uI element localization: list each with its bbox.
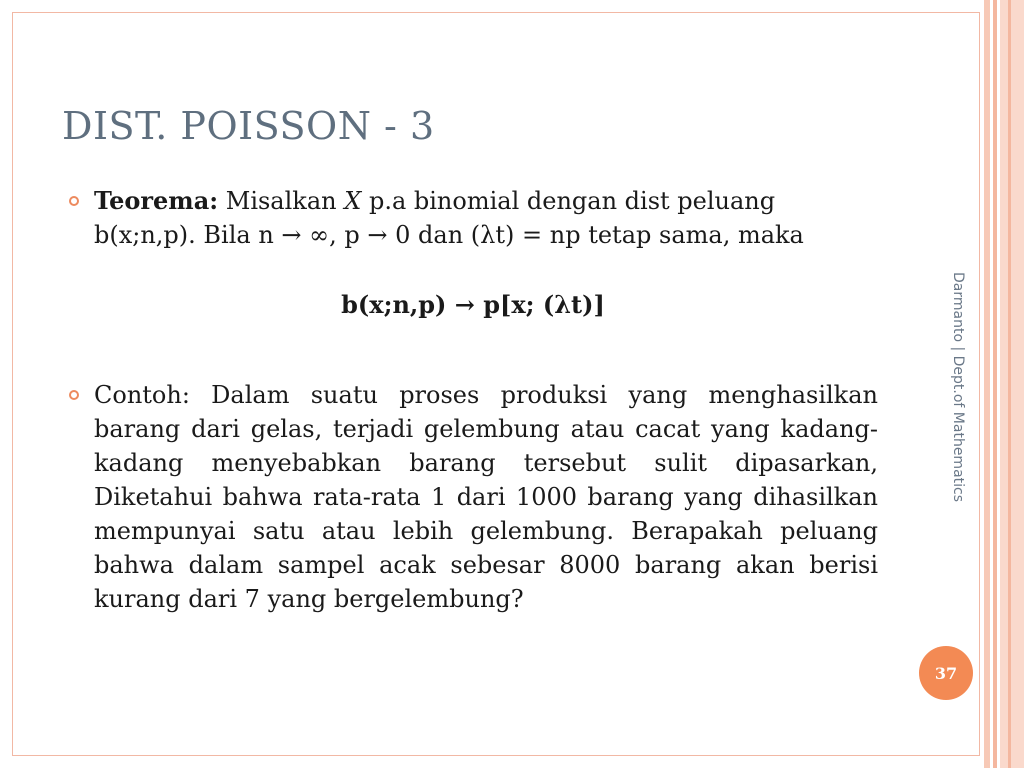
page-number-badge: 37 [919,646,973,700]
bullet-ring-icon [68,184,94,218]
bullet-ring-icon [68,378,94,412]
bullet-theorem [68,184,878,252]
theorem-text-b: p.a binomial dengan dist peluang b(x;n,p). Bila n → ∞, p → 0 dan (λt) = np tetap sama, maka [94,187,804,249]
bullet-theorem-text [94,184,878,252]
theorem-text-a: Misalkan [218,187,345,215]
bullet-example-text: Contoh: Dalam suatu proses produksi yang menghasilkan barang dari gelas, terjadi gelembung atau cacat yang kadang-kadang menyebabkan barang tersebut sulit dipasarkan, Diketahui bahwa rata-rata 1 dari 1000 barang yang dihasilkan mempunyai satu atau lebih gelembung. Berapakah peluang bahwa dalam sampel acak sebesar 8000 barang akan berisi kurang dari 7 yang bergelembung? [94,381,878,613]
slide-title: DIST. POISSON - 3 [62,104,435,148]
decor-stripe [1000,0,1024,768]
formula: b(x;n,p) → p[x; (λt)] [341,290,605,319]
theorem-variable: X [344,187,362,215]
decor-stripe [993,0,997,768]
slide-content [68,184,878,616]
bullet-example [68,378,878,616]
decor-stripe [984,0,990,768]
decor-stripe [1008,0,1011,768]
side-note: Darmanto | Dept.of Mathematics [950,272,966,503]
theorem-label: Teorema: [94,186,219,215]
